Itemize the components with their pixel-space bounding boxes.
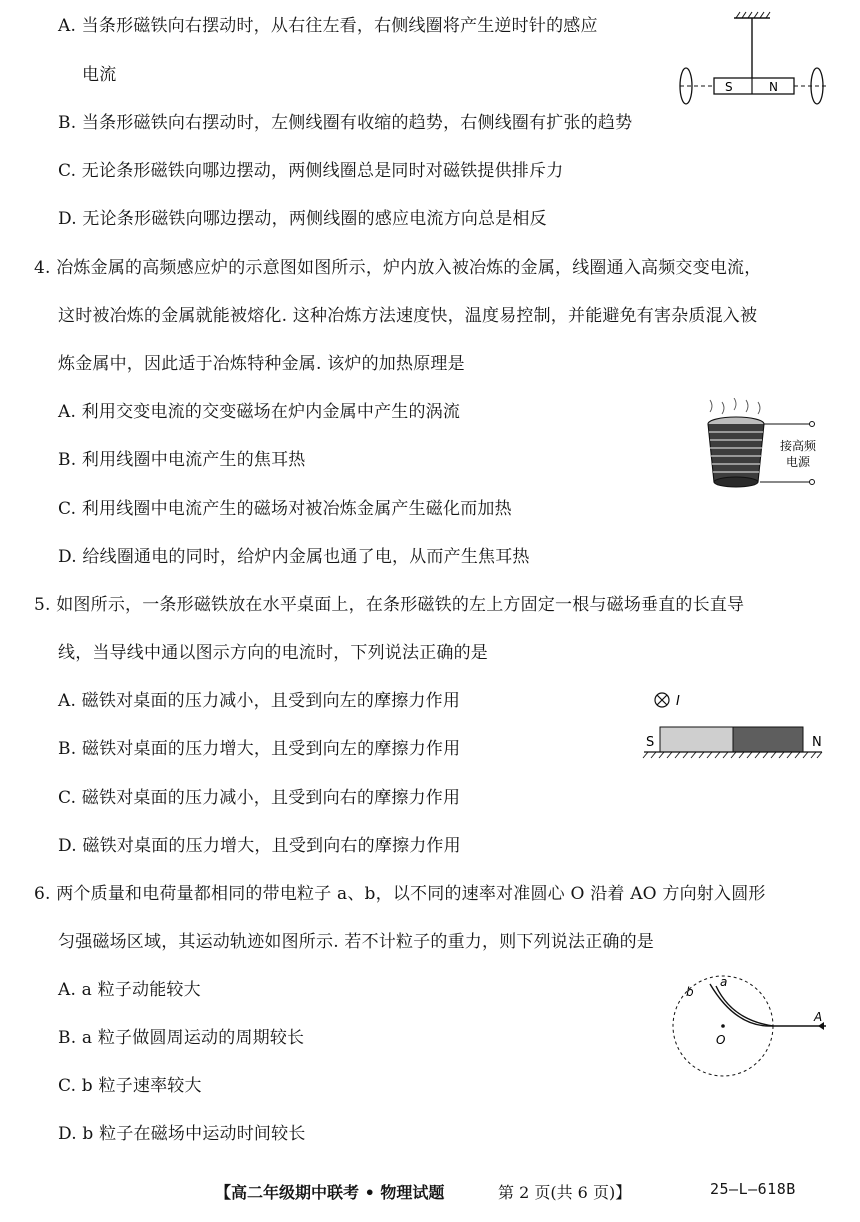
q6-option-a: A. a 粒子动能较大 — [58, 980, 201, 1000]
q4-stem-line2: 这时被冶炼的金属就能被熔化. 这种冶炼方法速度快，温度易控制，并能避免有害杂质混入被 — [58, 306, 758, 326]
q6-trajectory-b — [710, 984, 773, 1026]
q6-label-a: a — [720, 975, 728, 989]
q6-center-dot — [721, 1024, 725, 1028]
q3-option-a-line2: 电流 — [82, 65, 117, 85]
q4-fig-label-line2: 电源 — [786, 455, 811, 469]
footer-code: 25—L—618B — [710, 1180, 796, 1198]
q3-fig-n-label: N — [769, 80, 778, 94]
q3-option-d: D. 无论条形磁铁向哪边摆动，两侧线圈的感应电流方向总是相反 — [58, 209, 547, 229]
q4-option-d: D. 给线圈通电的同时，给炉内金属也通了电，从而产生焦耳热 — [58, 547, 530, 567]
q6-magnetic-field-trajectory-figure — [666, 972, 836, 1088]
q5-option-c: C. 磁铁对桌面的压力减小，且受到向右的摩擦力作用 — [58, 788, 461, 808]
q5-option-d: D. 磁铁对桌面的压力增大，且受到向右的摩擦力作用 — [58, 836, 461, 856]
q4-stem-line1: 4. 冶炼金属的高频感应炉的示意图如图所示，炉内放入被冶炼的金属，线圈通入高频交变电流， — [34, 258, 762, 278]
q5-current-label: I — [676, 694, 680, 709]
q5-option-b: B. 磁铁对桌面的压力增大，且受到向左的摩擦力作用 — [58, 739, 461, 759]
q4-option-c: C. 利用线圈中电流产生的磁场对被冶炼金属产生磁化而加热 — [58, 499, 512, 519]
q4-induction-furnace-figure — [700, 398, 828, 498]
q6-stem-line1: 6. 两个质量和电荷量都相同的带电粒子 a、b，以不同的速率对准圆心 O 沿着 AO 方向射入圆形 — [34, 884, 766, 904]
q6-label-A: A — [814, 1010, 823, 1024]
q4-option-a: A. 利用交变电流的交变磁场在炉内金属中产生的涡流 — [58, 402, 461, 422]
q3-option-b: B. 当条形磁铁向右摆动时，左侧线圈有收缩的趋势，右侧线圈有扩张的趋势 — [58, 113, 633, 133]
q3-option-a-line1: A. 当条形磁铁向右摆动时，从右往左看，右侧线圈将产生逆时针的感应 — [58, 16, 598, 36]
q5-stem-line1: 5. 如图所示，一条形磁铁放在水平桌面上，在条形磁铁的左上方固定一根与磁场垂直的长直导 — [34, 595, 745, 615]
q4-fig-label-line1: 接高频 — [780, 439, 817, 453]
footer-exam-title: 【高二年级期中联考 • 物理试题 — [215, 1183, 445, 1202]
q5-fig-s-label: S — [646, 735, 655, 750]
q6-label-b: b — [686, 985, 694, 999]
q6-option-b: B. a 粒子做圆周运动的周期较长 — [58, 1028, 305, 1048]
q5-option-a: A. 磁铁对桌面的压力减小，且受到向左的摩擦力作用 — [58, 691, 461, 711]
footer-page-number: 第 2 页(共 6 页)】 — [498, 1183, 632, 1202]
q5-stem-line2: 线，当导线中通以图示方向的电流时，下列说法正确的是 — [58, 643, 488, 663]
q6-stem-line2: 匀强磁场区域，其运动轨迹如图所示. 若不计粒子的重力，则下列说法正确的是 — [58, 932, 655, 952]
q3-fig-s-label: S — [725, 80, 733, 94]
q5-magnet-wire-figure — [640, 688, 840, 764]
q6-option-c: C. b 粒子速率较大 — [58, 1076, 202, 1096]
q6-option-d: D. b 粒子在磁场中运动时间较长 — [58, 1124, 306, 1144]
q4-stem-line3: 炼金属中，因此适于冶炼特种金属. 该炉的加热原理是 — [58, 354, 465, 374]
q3-option-c: C. 无论条形磁铁向哪边摆动，两侧线圈总是同时对磁铁提供排斥力 — [58, 161, 564, 181]
q5-fig-n-label: N — [812, 735, 822, 750]
q6-label-o: O — [716, 1033, 726, 1047]
q3-pendulum-magnet-figure — [676, 8, 836, 108]
q4-option-b: B. 利用线圈中电流产生的焦耳热 — [58, 450, 306, 470]
